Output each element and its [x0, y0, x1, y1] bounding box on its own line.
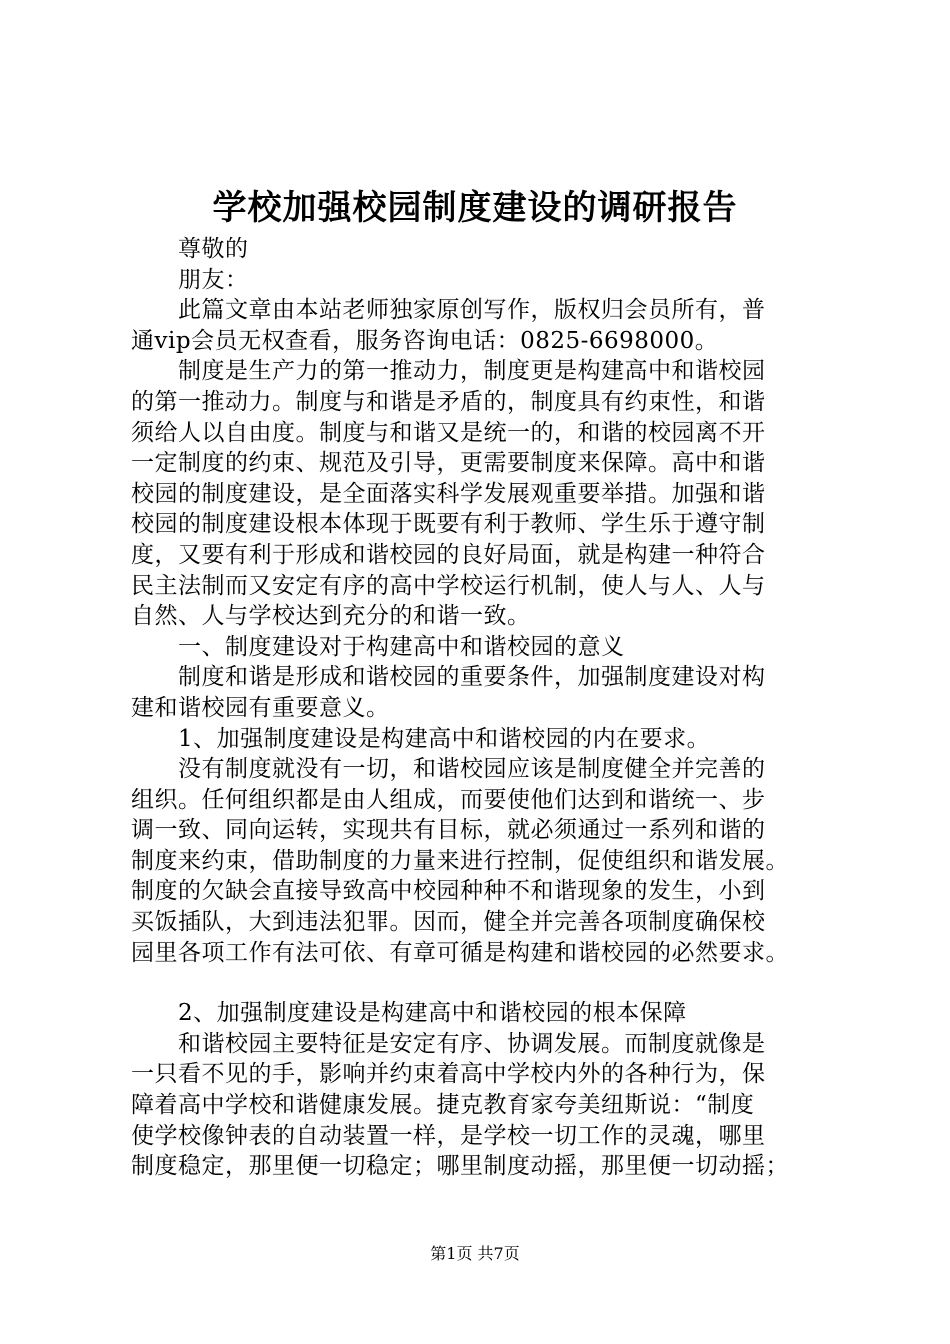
body-line: 通vip会员无权查看，服务咨询电话：0825-6698000。: [131, 327, 719, 354]
body-line: 制度的欠缺会直接导致高中校园种种不和谐现象的发生，小到: [131, 878, 766, 905]
body-line: 使学校像钟表的自动装置一样，是学校一切工作的灵魂，哪里: [131, 1122, 766, 1149]
body-line: 和谐校园主要特征是安定有序、协调发展。而制度就像是: [131, 1030, 766, 1057]
paragraph-gap: [131, 968, 841, 998]
body-line: 制度是生产力的第一推动力，制度更是构建高中和谐校园: [131, 358, 766, 385]
subsection-heading: 2、加强制度建设是构建高中和谐校园的根本保障: [131, 1000, 687, 1027]
page-footer: 第1页 共7页: [430, 1244, 520, 1263]
body-line: 制度来约束，借助制度的力量来进行控制，促使组织和谐发展。: [131, 847, 789, 874]
document-body: [131, 234, 841, 1182]
document-title: 学校加强校园制度建设的调研报告: [212, 188, 738, 228]
body-line: 须给人以自由度。制度与和谐又是统一的，和谐的校园离不开: [131, 419, 766, 446]
body-line: 民主法制而又安定有序的高中学校运行机制，使人与人、人与: [131, 572, 766, 599]
body-line: 校园的制度建设，是全面落实科学发展观重要举措。加强和谐: [131, 480, 766, 507]
body-line: 建和谐校园有重要意义。: [131, 694, 390, 721]
body-line: 自然、人与学校达到充分的和谐一致。: [131, 603, 531, 630]
body-line: 制度和谐是形成和谐校园的重要条件，加强制度建设对构: [131, 664, 766, 691]
body-line: 没有制度就没有一切，和谐校园应该是制度健全并完善的: [131, 756, 766, 783]
body-line: 的第一推动力。制度与和谐是矛盾的，制度具有约束性，和谐: [131, 388, 766, 415]
body-line: 一只看不见的手，影响并约束着高中学校内外的各种行为，保: [131, 1061, 766, 1088]
body-line: 制度稳定，那里便一切稳定；哪里制度动摇，那里便一切动摇；: [131, 1153, 789, 1180]
body-line: 组织。任何组织都是由人组成，而要使他们达到和谐统一、步: [131, 786, 766, 813]
body-line: 校园的制度建设根本体现于既要有利于教师、学生乐于遵守制: [131, 511, 766, 538]
subsection-heading: 1、加强制度建设是构建高中和谐校园的内在要求。: [131, 725, 711, 752]
body-line: 尊敬的: [131, 236, 249, 262]
body-line: 一定制度的约束、规范及引导，更需要制度来保障。高中和谐: [131, 450, 766, 477]
body-line: 朋友：: [131, 266, 249, 293]
body-line: 调一致、同向运转，实现共有目标，就必须通过一系列和谐的: [131, 817, 766, 844]
body-line: 买饭插队，大到违法犯罪。因而，健全并完善各项制度确保校: [131, 909, 766, 936]
body-line: 度，又要有利于形成和谐校园的良好局面，就是构建一种符合: [131, 541, 766, 568]
body-line: 此篇文章由本站老师独家原创写作，版权归会员所有，普: [131, 297, 766, 324]
section-heading: 一、制度建设对于构建高中和谐校园的意义: [131, 633, 625, 660]
body-line: 园里各项工作有法可依、有章可循是构建和谐校园的必然要求。: [131, 939, 789, 966]
body-line: 障着高中学校和谐健康发展。捷克教育家夸美纽斯说：“制度: [131, 1092, 755, 1119]
